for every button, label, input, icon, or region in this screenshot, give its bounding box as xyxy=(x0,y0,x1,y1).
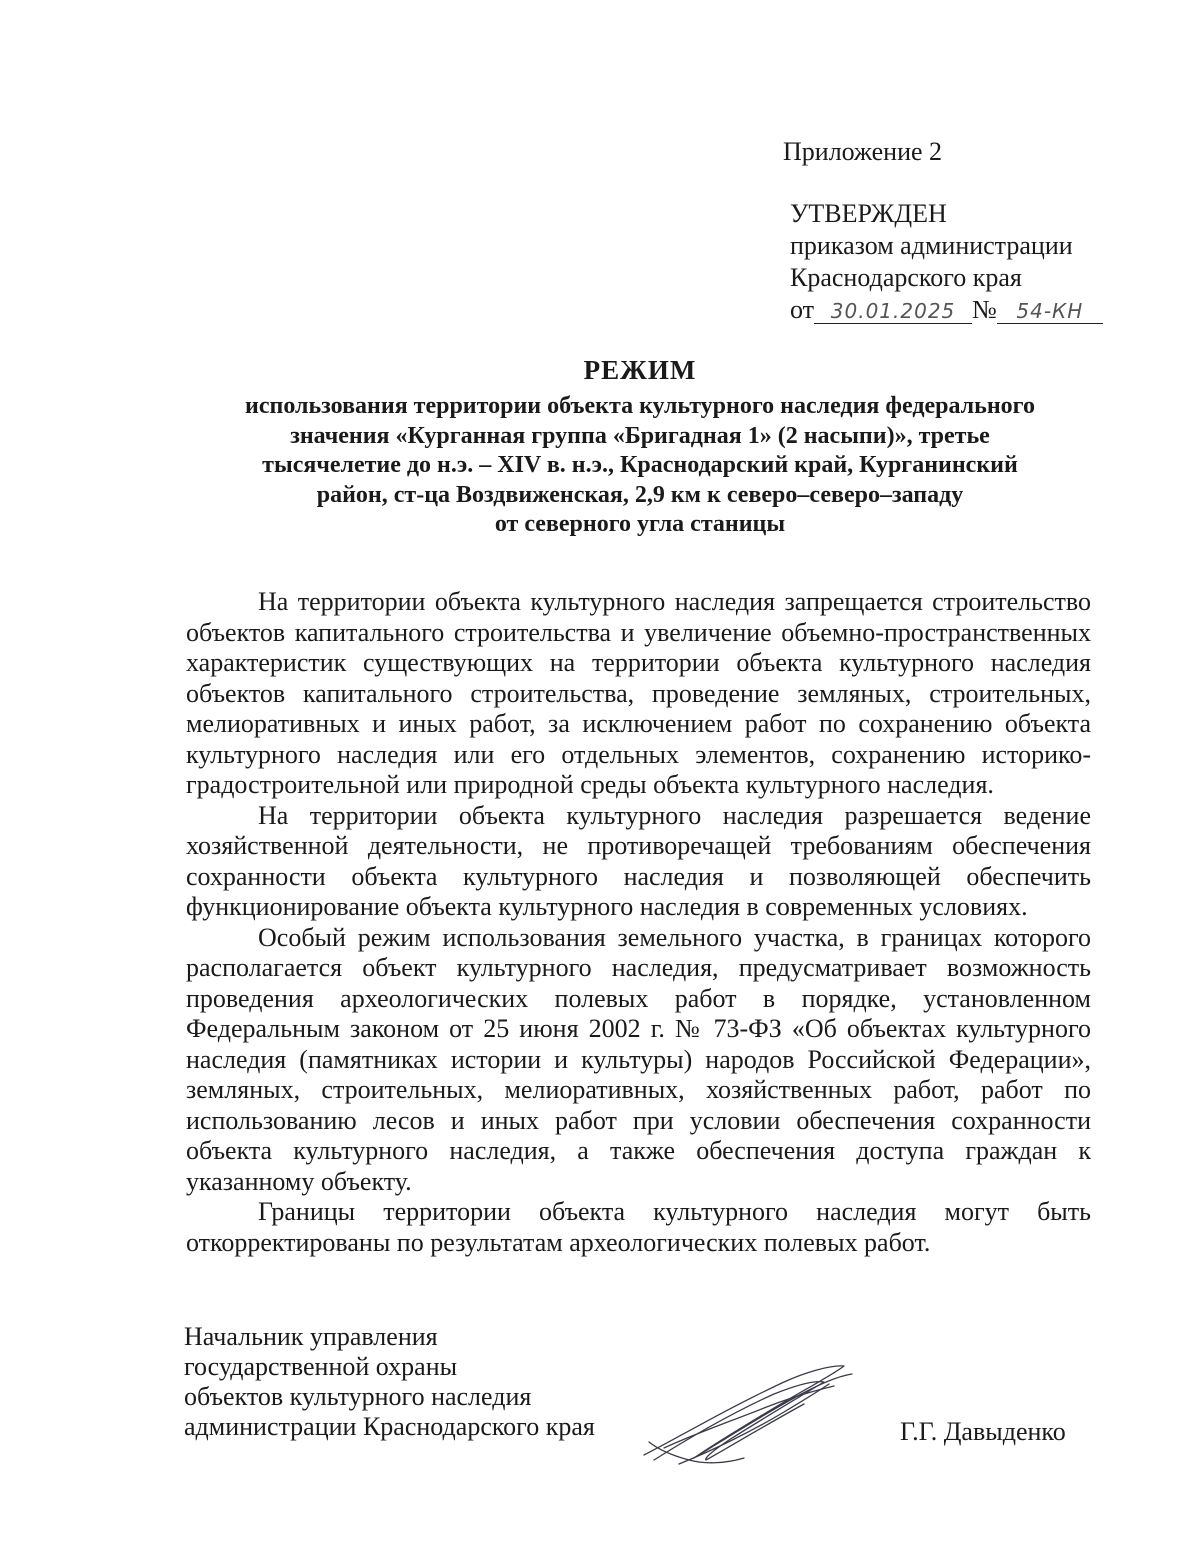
document-title: РЕЖИМ xyxy=(583,355,697,385)
paragraph-boundaries: Границы территории объекта культурного наследия могут быть откорректированы по результатам археологических полевых работ. xyxy=(186,1197,1091,1257)
handwritten-date: 30.01.2025 xyxy=(814,299,972,324)
position-line: администрации Краснодарского края xyxy=(184,1412,595,1441)
approval-date-line xyxy=(790,294,1103,326)
subtitle-line: значения «Курганная группа «Бригадная 1» (2 насыпи)», третье xyxy=(290,422,990,449)
paragraph-permissions: На территории объекта культурного наследия разрешается ведение хозяйственной деятельности, не противоречащей требованиям обеспечения сохранности объекта культурного наследия и позволяющей обеспечить функционирование объекта культурного наследия в современных условиях. xyxy=(186,800,1091,921)
approval-line-1: приказом администрации xyxy=(790,231,1073,260)
position-line: государственной охраны xyxy=(184,1352,458,1381)
paragraph-special-regime: Особый режим использования земельного участка, в границах которого располагается объект культурного наследия, предусматривает возможность проведения археологических полевых работ в порядке, установленном Федеральным законом от 25 июня 2002 г. № 73-ФЗ «Об объектах культурного наследия (памятниках истории и культуры) народов Российской Федерации», земляных, строительных, мелиоративных, хозяйственных работ, работ по использованию лесов и иных работ при условии обеспечения сохранности объекта культурного наследия, а также обеспечения доступа граждан к указанному объекту. xyxy=(186,922,1091,1196)
signatory-position xyxy=(184,1322,595,1442)
paragraph-prohibitions: На территории объекта культурного наследия запрещается строительство объектов капитального строительства и увеличение объемно-пространственных характеристик существующих на территории объекта культурного наследия объектов капитального строительства, проведение земляных, строительных, мелиоративных и иных работ, за исключением работ по сохранению объекта культурного наследия или его отдельных элементов, сохранению историко-градостроительной или природной среды объекта культурного наследия. xyxy=(186,587,1091,799)
date-prefix: от xyxy=(790,295,815,324)
handwritten-signature xyxy=(634,1360,864,1470)
approval-line-2: Краснодарского края xyxy=(790,263,1022,292)
position-line: Начальник управления xyxy=(184,1322,438,1351)
approval-block xyxy=(790,198,1103,326)
subtitle-line: использования территории объекта культурного наследия федерального xyxy=(245,393,1035,419)
subtitle-line: от северного угла станицы xyxy=(494,511,786,537)
document-subtitle xyxy=(160,392,1120,540)
signer-name: Г.Г. Давыденко xyxy=(900,1417,1066,1446)
handwritten-number: 54-КН xyxy=(997,299,1103,324)
subtitle-line: район, ст-ца Воздвиженская, 2,9 км к северо–северо–западу xyxy=(316,481,964,508)
number-prefix: № xyxy=(972,295,997,324)
position-line: объектов культурного наследия xyxy=(184,1382,532,1411)
approval-status: УТВЕРЖДЕН xyxy=(790,199,947,228)
subtitle-line: тысячелетие до н.э. – XIV в. н.э., Краснодарский край, Курганинский xyxy=(262,452,1018,478)
body-text xyxy=(186,587,1091,1258)
title-block xyxy=(160,354,1120,540)
appendix-label: Приложение 2 xyxy=(783,137,943,166)
